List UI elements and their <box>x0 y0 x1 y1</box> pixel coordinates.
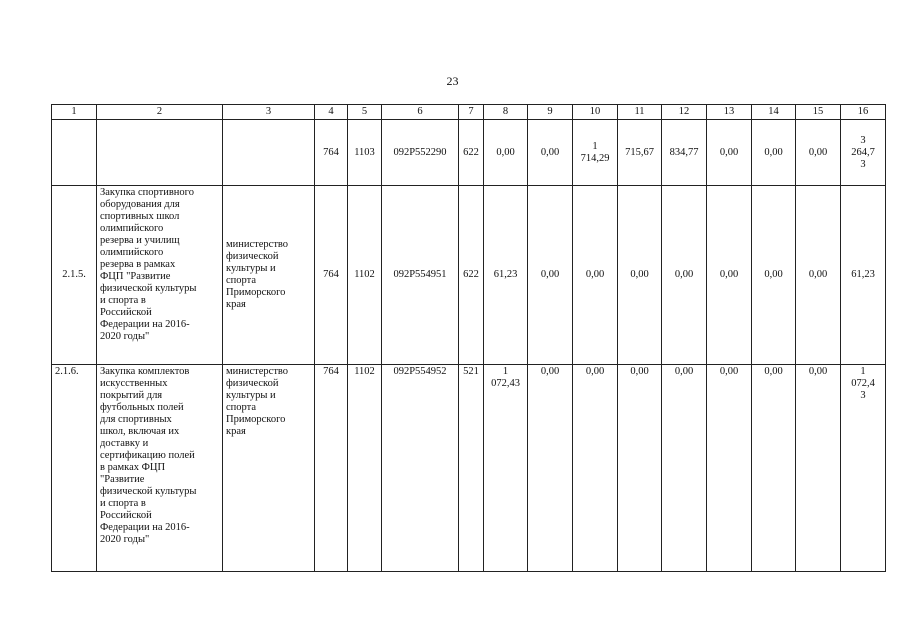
header-cell-7: 7 <box>459 105 484 120</box>
item-number-cell: 2.1.5. <box>52 186 97 365</box>
cell-line: физической культуры <box>100 486 197 497</box>
value-cell-col-13: 0,00 <box>707 365 752 572</box>
cell-line: физической <box>226 378 279 389</box>
value-cell-col-8 <box>484 365 528 572</box>
cell-line: Федерации на 2016- <box>100 319 190 330</box>
table-body <box>52 105 886 572</box>
value-cell-col-12: 0,00 <box>662 186 707 365</box>
budget-table <box>51 104 886 572</box>
cell-line: спорта <box>226 275 257 286</box>
target-code-cell: 092P554951 <box>382 186 459 365</box>
cell-line: культуры и <box>226 263 276 274</box>
header-cell-14: 14 <box>752 105 796 120</box>
section-code-cell: 1103 <box>348 120 382 186</box>
header-cell-11: 11 <box>618 105 662 120</box>
cell-line: искусственных <box>100 378 168 389</box>
cell-line: 264,7 <box>851 146 875 158</box>
value-cell-col-13: 0,00 <box>707 120 752 186</box>
cell-line: "Развитие <box>100 474 145 485</box>
header-row <box>52 105 886 120</box>
value-cell-col-15: 0,00 <box>796 365 841 572</box>
header-cell-4: 4 <box>315 105 348 120</box>
cell-line: 0,00 <box>585 269 605 280</box>
header-cell-10: 10 <box>573 105 618 120</box>
cell-line: 2020 годы" <box>100 534 150 545</box>
cell-line: 2020 годы" <box>100 331 150 342</box>
header-cell-6: 6 <box>382 105 459 120</box>
value-cell-col-13: 0,00 <box>707 186 752 365</box>
header-cell-8: 8 <box>484 105 528 120</box>
cell-line: спорта <box>226 402 257 413</box>
table-row <box>52 120 886 186</box>
header-cell-9: 9 <box>528 105 573 120</box>
header-cell-13: 13 <box>707 105 752 120</box>
cell-line: 61,23 <box>493 269 518 280</box>
cell-line: 1 <box>502 366 509 377</box>
grbs-code-cell: 764 <box>315 120 348 186</box>
item-name-cell <box>97 120 223 186</box>
item-number-cell <box>52 120 97 186</box>
header-cell-16: 16 <box>841 105 886 120</box>
responsible-cell <box>223 365 315 572</box>
table-row <box>52 365 886 572</box>
value-cell-col-10 <box>573 120 618 186</box>
cell-line: доставку и <box>100 438 149 449</box>
table-row <box>52 186 886 365</box>
header-cell-12: 12 <box>662 105 707 120</box>
page-number: 23 <box>446 74 459 88</box>
value-cell-col-8 <box>484 186 528 365</box>
header-cell-2: 2 <box>97 105 223 120</box>
cell-line: 1 <box>592 140 598 152</box>
value-cell-col-11: 0,00 <box>618 186 662 365</box>
value-cell-col-9: 0,00 <box>528 186 573 365</box>
value-cell-col-12: 0,00 <box>662 365 707 572</box>
cell-line: покрытий для <box>100 390 163 401</box>
value-cell-col-8 <box>484 120 528 186</box>
cell-line: края <box>226 426 246 437</box>
item-name-cell <box>97 365 223 572</box>
cell-line: для спортивных <box>100 414 172 425</box>
value-cell-col-14: 0,00 <box>752 365 796 572</box>
responsible-cell <box>223 186 315 365</box>
item-number-cell: 2.1.6. <box>52 365 97 572</box>
cell-line: 61,23 <box>851 269 875 280</box>
cell-line: в рамках ФЦП <box>100 462 166 473</box>
expense-type-cell: 521 <box>459 365 484 572</box>
cell-line: Российской <box>100 307 152 318</box>
cell-line: ФЦП "Развитие <box>100 271 171 282</box>
cell-line: 3 <box>860 158 866 170</box>
value-cell-col-10 <box>573 186 618 365</box>
cell-line: физической <box>226 251 279 262</box>
cell-line: Федерации на 2016- <box>100 522 190 533</box>
section-code-cell: 1102 <box>348 365 382 572</box>
target-code-cell: 092P552290 <box>382 120 459 186</box>
header-cell-3: 3 <box>223 105 315 120</box>
expense-type-cell: 622 <box>459 120 484 186</box>
cell-line: физической культуры <box>100 283 197 294</box>
value-cell-col-14: 0,00 <box>752 186 796 365</box>
responsible-cell <box>223 120 315 186</box>
cell-line: спортивных школ <box>100 211 180 222</box>
cell-line: резерва в рамках <box>100 259 176 270</box>
grbs-code-cell: 764 <box>315 186 348 365</box>
section-code-cell: 1102 <box>348 186 382 365</box>
cell-line: 3 <box>860 134 866 146</box>
cell-line: края <box>226 299 246 310</box>
cell-line: 714,29 <box>580 152 610 164</box>
target-code-cell: 092P554952 <box>382 365 459 572</box>
grbs-code-cell: 764 <box>315 365 348 572</box>
value-cell-col-15: 0,00 <box>796 186 841 365</box>
cell-line: резерва и училищ <box>100 235 180 246</box>
cell-line: Закупка комплектов <box>100 366 190 377</box>
cell-line: культуры и <box>226 390 276 401</box>
value-cell-col-9: 0,00 <box>528 365 573 572</box>
expense-type-cell: 622 <box>459 186 484 365</box>
value-cell-col-10 <box>573 365 618 572</box>
cell-line: сертификацию полей <box>100 450 195 461</box>
value-cell-col-9: 0,00 <box>528 120 573 186</box>
cell-line: Приморского <box>226 414 286 425</box>
cell-line: оборудования для <box>100 199 180 210</box>
header-cell-1: 1 <box>52 105 97 120</box>
cell-line: Российской <box>100 510 152 521</box>
value-cell-col-16 <box>841 365 886 572</box>
cell-line: и спорта в <box>100 295 146 306</box>
cell-line: футбольных полей <box>100 402 184 413</box>
header-cell-5: 5 <box>348 105 382 120</box>
value-cell-col-12: 834,77 <box>662 120 707 186</box>
cell-line: 0,00 <box>585 366 605 377</box>
value-cell-col-11: 715,67 <box>618 120 662 186</box>
cell-line: министерство <box>226 366 289 377</box>
value-cell-col-14: 0,00 <box>752 120 796 186</box>
cell-line: 072,4 <box>851 378 875 389</box>
item-name-cell <box>97 186 223 365</box>
header-cell-15: 15 <box>796 105 841 120</box>
cell-line: олимпийского <box>100 223 164 234</box>
value-cell-col-16 <box>841 120 886 186</box>
cell-line: 0,00 <box>496 146 515 158</box>
value-cell-col-11: 0,00 <box>618 365 662 572</box>
cell-line: и спорта в <box>100 498 146 509</box>
cell-line: 072,43 <box>491 378 520 389</box>
cell-line: 3 <box>860 390 866 401</box>
cell-line: Закупка спортивного <box>100 187 194 198</box>
value-cell-col-15: 0,00 <box>796 120 841 186</box>
cell-line: Приморского <box>226 287 286 298</box>
cell-line: 1 <box>860 366 866 377</box>
cell-line: министерство <box>226 239 289 250</box>
cell-line: школ, включая их <box>100 426 180 437</box>
cell-line: олимпийского <box>100 247 164 258</box>
value-cell-col-16 <box>841 186 886 365</box>
